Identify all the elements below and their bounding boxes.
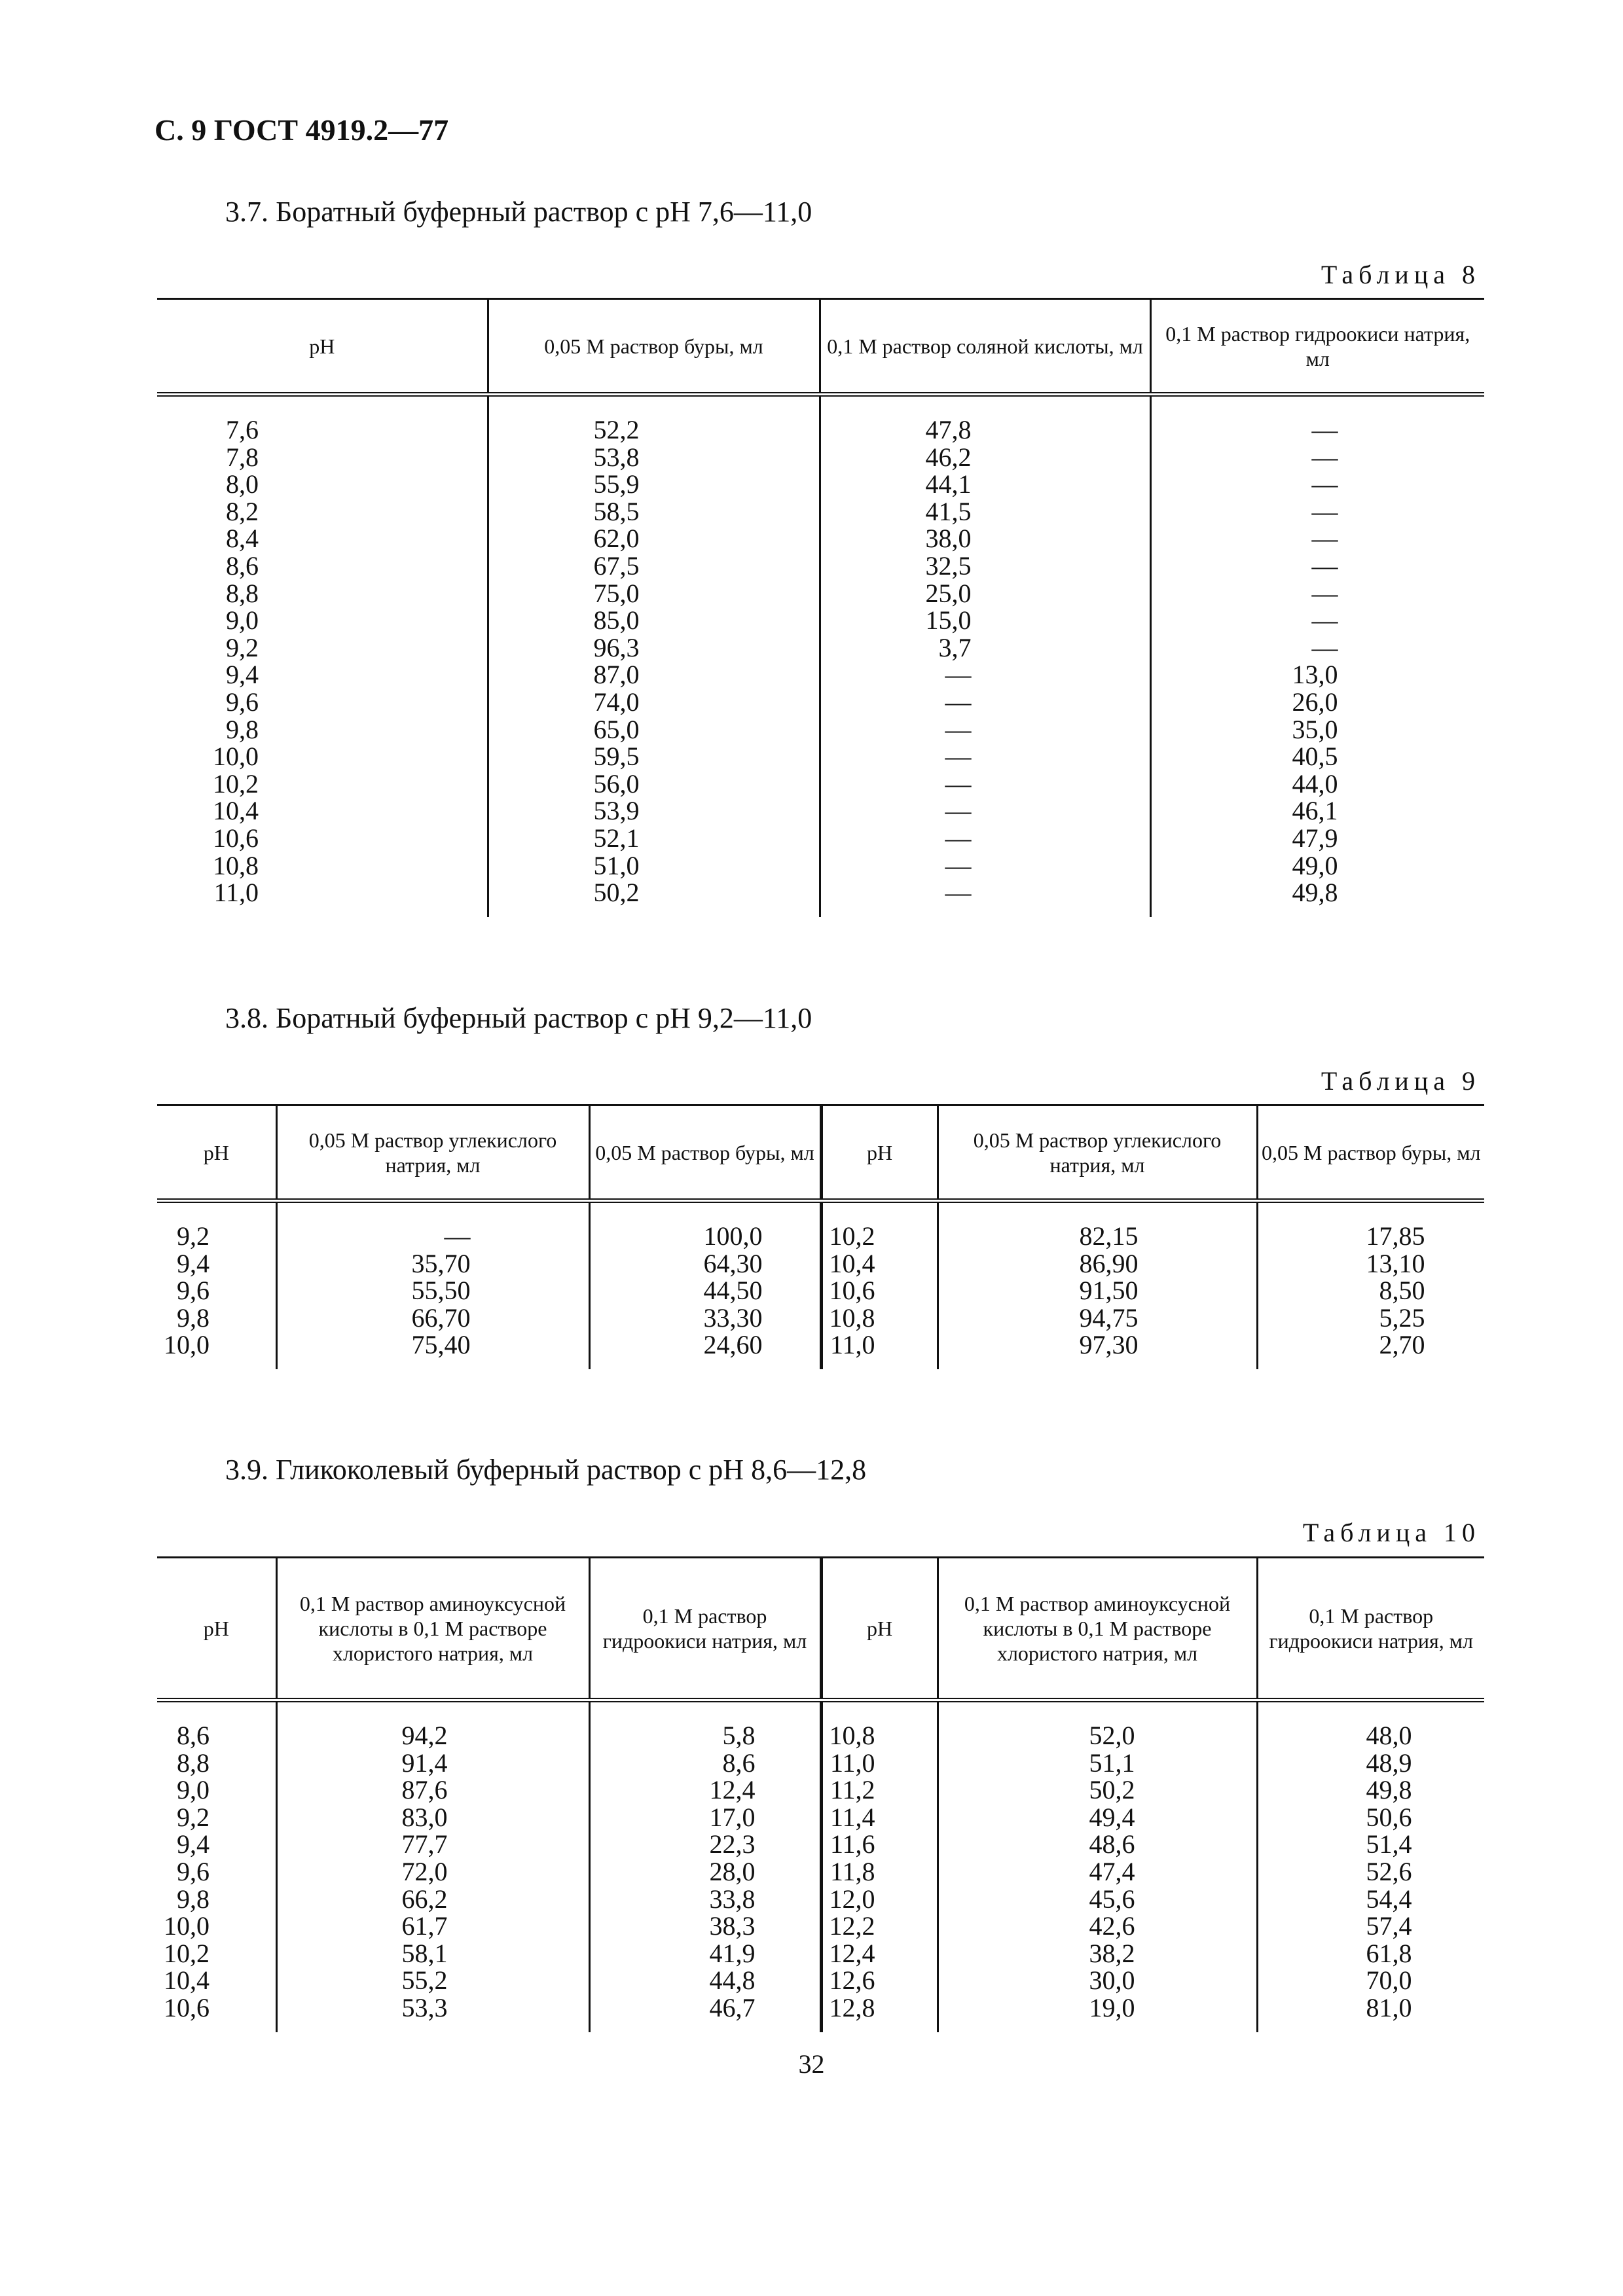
table-cell: 85,0: [488, 607, 820, 634]
table-cell: 47,8: [820, 416, 1150, 444]
table-cell: 82,15: [938, 1223, 1257, 1250]
table-cell: 8,2: [226, 496, 259, 526]
column-header: 0,05 M раствор буры, мл: [1257, 1105, 1484, 1201]
table-cell: 10,6: [821, 1277, 938, 1304]
table-cell: 87,6: [276, 1776, 589, 1804]
table-row: [157, 743, 1484, 770]
table-cell: 11,6: [821, 1831, 938, 1858]
table-cell: 51,0: [488, 852, 820, 880]
table-cell: 8,6: [589, 1749, 821, 1777]
section-heading-3-7: 3.7. Боратный буферный раствор с pH 7,6—11,0: [225, 196, 812, 228]
table-cell: —: [1150, 444, 1484, 471]
table-cell: 12,4: [821, 1940, 938, 1967]
table-row: [157, 1858, 1484, 1886]
table-cell: 10,8: [821, 1722, 938, 1749]
table-cell: 64,30: [589, 1250, 821, 1278]
table-cell: 9,2: [177, 1221, 210, 1251]
table-cell: 9,6: [177, 1856, 210, 1886]
table-row: [157, 580, 1484, 607]
table-cell: 62,0: [488, 525, 820, 552]
table-cell: —: [820, 661, 1150, 689]
table-cell: 9,4: [177, 1248, 210, 1278]
table-row: [157, 1804, 1484, 1831]
table-cell: 52,0: [938, 1722, 1257, 1749]
table-cell: 19,0: [938, 1994, 1257, 2022]
table-cell: —: [820, 770, 1150, 798]
table-cell: 11,2: [821, 1776, 938, 1804]
table-cell: 35,70: [276, 1250, 589, 1278]
table-row: [157, 661, 1484, 689]
table-row: [157, 1886, 1484, 1913]
table-cell: 9,0: [226, 605, 259, 636]
table-cell: 44,0: [1150, 770, 1484, 798]
table-cell: 47,9: [1150, 825, 1484, 852]
table-cell: 51,4: [1257, 1831, 1484, 1858]
table-label-9: Таблица 9: [1321, 1066, 1480, 1096]
table-cell: 11,0: [213, 878, 259, 908]
table-cell: 41,9: [589, 1940, 821, 1967]
table-cell: 10,0: [164, 1911, 210, 1941]
table-cell: 9,6: [226, 687, 259, 717]
table-cell: 97,30: [938, 1331, 1257, 1359]
table-cell: —: [1150, 607, 1484, 634]
table-cell: 8,4: [226, 524, 259, 554]
table-row: [157, 1331, 1484, 1359]
table-cell: —: [1150, 498, 1484, 526]
table-cell: 10,4: [164, 1965, 210, 1996]
table-cell: 22,3: [589, 1831, 821, 1858]
table-cell: 55,2: [276, 1967, 589, 1994]
table-cell: 81,0: [1257, 1994, 1484, 2022]
table-cell: 50,6: [1257, 1804, 1484, 1831]
table-cell: —: [1150, 416, 1484, 444]
table-cell: 38,3: [589, 1912, 821, 1940]
table-cell: 61,8: [1257, 1940, 1484, 1967]
table-cell: 12,0: [821, 1886, 938, 1913]
table-cell: 9,8: [177, 1302, 210, 1333]
table-cell: 50,2: [488, 879, 820, 906]
table-cell: 33,30: [589, 1304, 821, 1332]
table-cell: 5,8: [589, 1722, 821, 1749]
table-cell: 10,8: [213, 850, 259, 880]
table-label-10: Таблица 10: [1302, 1518, 1480, 1547]
table-cell: 32,5: [820, 552, 1150, 580]
table-cell: 61,7: [276, 1912, 589, 1940]
table-cell: 38,0: [820, 525, 1150, 552]
table-cell: 55,50: [276, 1277, 589, 1304]
table-cell: 10,0: [213, 742, 259, 772]
table-cell: 53,9: [488, 797, 820, 825]
table-row: [157, 552, 1484, 580]
table-cell: 75,0: [488, 580, 820, 607]
table-row: [157, 825, 1484, 852]
table-cell: 8,6: [177, 1721, 210, 1750]
table-row: [157, 1722, 1484, 1749]
table-row: [157, 716, 1484, 744]
table-row: [157, 879, 1484, 906]
table-cell: 10,2: [213, 768, 259, 798]
table-cell: 5,25: [1257, 1304, 1484, 1332]
table-cell: —: [1150, 471, 1484, 498]
table-row: [157, 1250, 1484, 1278]
table-cell: 10,8: [821, 1304, 938, 1332]
table-row: [157, 471, 1484, 498]
table-cell: —: [820, 879, 1150, 906]
column-header: 0,1 M раствор аминоуксусной кислоты в 0,1 M растворе хлористого натрия, мл: [276, 1558, 589, 1700]
table-cell: —: [1150, 580, 1484, 607]
column-header: pH: [157, 1105, 276, 1201]
table-cell: 87,0: [488, 661, 820, 689]
table-row: [157, 1776, 1484, 1804]
table-cell: 28,0: [589, 1858, 821, 1886]
table-cell: 11,0: [821, 1331, 938, 1359]
table-cell: 91,4: [276, 1749, 589, 1777]
table-cell: 2,70: [1257, 1331, 1484, 1359]
table-cell: 48,9: [1257, 1749, 1484, 1777]
table-cell: 66,70: [276, 1304, 589, 1332]
table-cell: 10,6: [213, 823, 259, 853]
table-cell: —: [276, 1223, 589, 1250]
table-row: [157, 607, 1484, 634]
table-cell: 26,0: [1150, 689, 1484, 716]
table-cell: 13,0: [1150, 661, 1484, 689]
table-cell: 35,0: [1150, 716, 1484, 744]
table-cell: 7,8: [226, 442, 259, 472]
table-row: [157, 1994, 1484, 2022]
table-cell: 49,0: [1150, 852, 1484, 880]
table-cell: 44,8: [589, 1967, 821, 1994]
column-header: 0,05 M раствор буры, мл: [589, 1105, 821, 1201]
table-cell: 8,6: [226, 550, 259, 581]
table-cell: 65,0: [488, 716, 820, 744]
table-cell: —: [1150, 552, 1484, 580]
table-row: [157, 416, 1484, 444]
table-cell: 70,0: [1257, 1967, 1484, 1994]
table-cell: 67,5: [488, 552, 820, 580]
table-cell: —: [820, 689, 1150, 716]
table-row: [157, 1940, 1484, 1967]
section-heading-3-9: 3.9. Гликоколевый буферный раствор с pH 8,6—12,8: [225, 1454, 867, 1486]
table-cell: 13,10: [1257, 1250, 1484, 1278]
table-cell: 96,3: [488, 634, 820, 662]
table-cell: 30,0: [938, 1967, 1257, 1994]
table-cell: 48,0: [1257, 1722, 1484, 1749]
table-cell: 17,0: [589, 1804, 821, 1831]
document-header: С. 9 ГОСТ 4919.2—77: [155, 113, 449, 147]
table-10: [157, 1556, 1484, 2032]
table-cell: 66,2: [276, 1886, 589, 1913]
table-cell: 9,6: [177, 1276, 210, 1306]
table-cell: 75,40: [276, 1331, 589, 1359]
table-cell: 11,8: [821, 1858, 938, 1886]
column-header: 0,1 M раствор соляной кислоты, мл: [820, 299, 1150, 395]
table-row: [157, 1912, 1484, 1940]
table-cell: 8,8: [226, 578, 259, 608]
table-cell: 12,2: [821, 1912, 938, 1940]
table-8: [157, 298, 1484, 917]
table-cell: 9,2: [226, 632, 259, 662]
table-cell: 9,0: [177, 1775, 210, 1805]
column-header: pH: [157, 1558, 276, 1700]
table-row: [157, 1223, 1484, 1250]
table-cell: 56,0: [488, 770, 820, 798]
table-cell: —: [820, 743, 1150, 770]
table-cell: 7,6: [226, 415, 259, 444]
column-header: 0,05 M раствор углекислого натрия, мл: [938, 1105, 1257, 1201]
table-cell: 10,6: [164, 1992, 210, 2022]
table-row: [157, 444, 1484, 471]
table-cell: 11,0: [821, 1749, 938, 1777]
table-cell: 94,75: [938, 1304, 1257, 1332]
table-row: [157, 797, 1484, 825]
section-heading-3-8: 3.8. Боратный буферный раствор с pH 9,2—11,0: [225, 1002, 812, 1034]
table-cell: 58,5: [488, 498, 820, 526]
table-label-8: Таблица 8: [1321, 260, 1480, 289]
table-cell: 8,50: [1257, 1277, 1484, 1304]
table-cell: 46,2: [820, 444, 1150, 471]
table-cell: —: [1150, 525, 1484, 552]
table-cell: 25,0: [820, 580, 1150, 607]
table-cell: —: [820, 852, 1150, 880]
table-row: [157, 498, 1484, 526]
column-header: pH: [821, 1105, 938, 1201]
table-cell: 59,5: [488, 743, 820, 770]
table-cell: 17,85: [1257, 1223, 1484, 1250]
table-cell: 100,0: [589, 1223, 821, 1250]
table-cell: 8,8: [177, 1748, 210, 1778]
table-cell: —: [820, 825, 1150, 852]
table-cell: 9,4: [177, 1829, 210, 1859]
table-cell: 46,7: [589, 1994, 821, 2022]
table-cell: 33,8: [589, 1886, 821, 1913]
table-cell: 9,4: [226, 660, 259, 690]
column-header: pH: [157, 299, 488, 395]
table-cell: 54,4: [1257, 1886, 1484, 1913]
table-row: [157, 1831, 1484, 1858]
table-9: [157, 1104, 1484, 1369]
table-cell: 10,2: [821, 1223, 938, 1250]
table-cell: 83,0: [276, 1804, 589, 1831]
table-cell: 9,8: [177, 1884, 210, 1914]
table-cell: 57,4: [1257, 1912, 1484, 1940]
table-cell: 10,0: [164, 1330, 210, 1360]
column-header: 0,05 M раствор буры, мл: [488, 299, 820, 395]
table-cell: 45,6: [938, 1886, 1257, 1913]
table-cell: 9,8: [226, 714, 259, 744]
table-cell: 12,6: [821, 1967, 938, 1994]
table-row: [157, 1277, 1484, 1304]
table-cell: 15,0: [820, 607, 1150, 634]
table-row: [157, 1749, 1484, 1777]
table-cell: 44,1: [820, 471, 1150, 498]
table-cell: 58,1: [276, 1940, 589, 1967]
table-cell: 11,4: [821, 1804, 938, 1831]
table-cell: 10,4: [821, 1250, 938, 1278]
table-cell: 52,1: [488, 825, 820, 852]
table-cell: 3,7: [820, 634, 1150, 662]
table-cell: 49,4: [938, 1804, 1257, 1831]
table-cell: 74,0: [488, 689, 820, 716]
table-cell: 91,50: [938, 1277, 1257, 1304]
column-header: 0,05 M раствор углекислого натрия, мл: [276, 1105, 589, 1201]
table-cell: 72,0: [276, 1858, 589, 1886]
table-cell: —: [820, 797, 1150, 825]
table-row: [157, 525, 1484, 552]
table-cell: 48,6: [938, 1831, 1257, 1858]
table-cell: 38,2: [938, 1940, 1257, 1967]
table-cell: 8,0: [226, 469, 259, 499]
table-cell: 10,2: [164, 1938, 210, 1968]
table-cell: 51,1: [938, 1749, 1257, 1777]
table-cell: 50,2: [938, 1776, 1257, 1804]
column-header: 0,1 M раствор гидроокиси натрия, мл: [1150, 299, 1484, 395]
table-cell: 55,9: [488, 471, 820, 498]
table-cell: 41,5: [820, 498, 1150, 526]
table-cell: 40,5: [1150, 743, 1484, 770]
table-cell: 52,2: [488, 416, 820, 444]
table-row: [157, 689, 1484, 716]
table-cell: 53,8: [488, 444, 820, 471]
page-number: 32: [798, 2049, 825, 2079]
table-cell: 94,2: [276, 1722, 589, 1749]
table-cell: 9,2: [177, 1802, 210, 1832]
table-row: [157, 1967, 1484, 1994]
table-cell: 77,7: [276, 1831, 589, 1858]
table-cell: 10,4: [213, 796, 259, 826]
table-cell: 24,60: [589, 1331, 821, 1359]
table-cell: 44,50: [589, 1277, 821, 1304]
table-cell: 12,4: [589, 1776, 821, 1804]
column-header: 0,1 M раствор аминоуксусной кислоты в 0,1 M растворе хлористого натрия, мл: [938, 1558, 1257, 1700]
table-cell: 53,3: [276, 1994, 589, 2022]
table-cell: 46,1: [1150, 797, 1484, 825]
table-row: [157, 1304, 1484, 1332]
column-header: pH: [821, 1558, 938, 1700]
table-cell: 86,90: [938, 1250, 1257, 1278]
table-cell: 49,8: [1257, 1776, 1484, 1804]
table-cell: —: [1150, 634, 1484, 662]
table-cell: 49,8: [1150, 879, 1484, 906]
table-row: [157, 770, 1484, 798]
table-cell: 47,4: [938, 1858, 1257, 1886]
table-row: [157, 852, 1484, 880]
table-cell: 42,6: [938, 1912, 1257, 1940]
column-header: 0,1 M раствор гидроокиси натрия, мл: [589, 1558, 821, 1700]
table-cell: —: [820, 716, 1150, 744]
table-cell: 52,6: [1257, 1858, 1484, 1886]
table-cell: 12,8: [821, 1994, 938, 2022]
table-row: [157, 634, 1484, 662]
column-header: 0,1 M раствор гидроокиси натрия, мл: [1257, 1558, 1484, 1700]
